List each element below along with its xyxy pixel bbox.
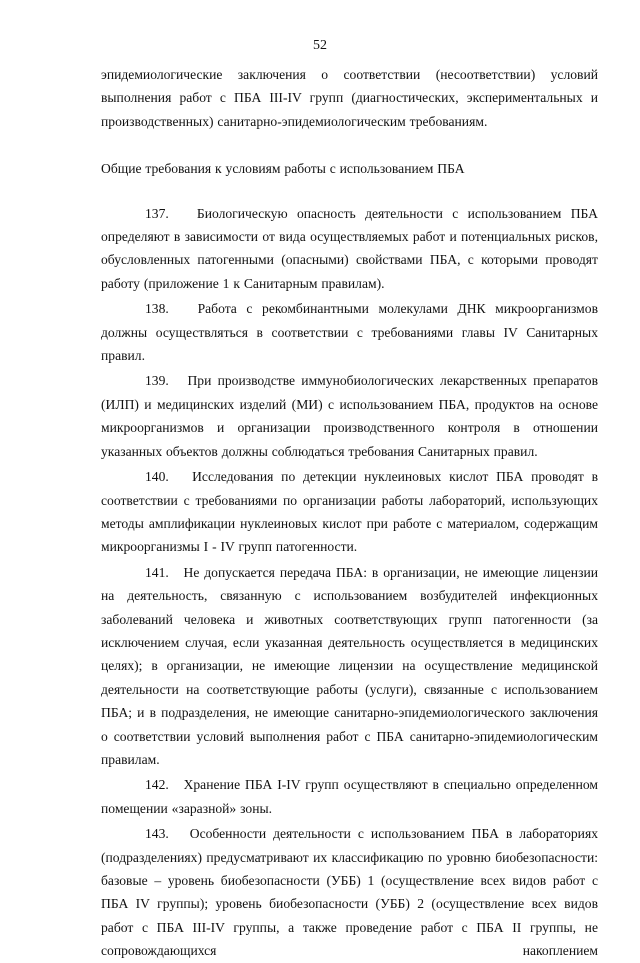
paragraph-text: Исследования по детекции нуклеиновых кислот ПБА проводят в соответствии с требованиями по организации работы лабораторий, использующих методы амплификации нуклеиновых кислот при работе с материалом, содержащим микроорганизмы I - IV групп патогенности. [101,469,598,555]
document-body [101,63,598,963]
intro-paragraph: эпидемиологические заключения о соответствии (несоответствии) условий выполнения работ с ПБА III-IV групп (диагностических, экспериментальных и производственных) санитарно-эпидемиологическим требованиям. [101,67,598,129]
paragraph-text: Не допускается передача ПБА: в организации, не имеющие лицензии на деятельность, связанную с использованием возбудителей инфекционных заболеваний человека и животных соответствующих групп патогенности (за исключением случая, если указанная деятельность осуществляется в медицинских целях); в организации, не имеющие лицензии на осуществление медицинской деятельности на соответствующие работы (услуги), связанные с использованием ПБА; и в подразделения, не имеющие санитарно-эпидемиологического заключения о соответствии условий выполнения работ с ПБА санитарно-эпидемиологическим правилам. [101,564,598,767]
paragraph-number: 143. [145,826,169,842]
paragraph-141 [101,561,598,772]
paragraph-number: 140. [145,469,169,485]
paragraph-text: Биологическую опасность деятельности с использованием ПБА определяют в зависимости от вида осуществляемых работ и потенциальных рисков, обусловленных патогенными (опасными) свойствами ПБА, с которыми проводят работу (приложение 1 к Санитарным правилам). [101,205,598,291]
paragraph-text: При производстве иммунобиологических лекарственных препаратов (ИЛП) и медицинских изделий (МИ) с использованием ПБА, продуктов на основе микроорганизмов и организации производственного контроля в отношении указанных объектов должны соблюдаться требования Санитарных правил. [101,373,598,459]
paragraph-140 [101,465,598,559]
paragraph-number: 139. [145,373,169,389]
paragraph-143 [101,822,598,962]
paragraph-number: 137. [145,205,169,221]
page-number: 52 [313,38,327,53]
paragraph-number: 142. [145,777,169,793]
paragraph-number: 141. [145,564,169,580]
paragraph-137 [101,202,598,296]
paragraph-number: 138. [145,301,169,317]
paragraph-text: Работа с рекомбинантными молекулами ДНК микроорганизмов должны осуществляться в соответствии с требованиями главы IV Санитарных правил. [101,301,598,364]
section-heading: Общие требования к условиям работы с использованием ПБА [101,161,465,177]
paragraph-138 [101,297,598,367]
paragraph-text: Хранение ПБА I-IV групп осуществляют в специально определенном помещении «заразной» зоны. [101,777,598,816]
paragraph-142 [101,773,598,820]
paragraph-text: Особенности деятельности с использованием ПБА в лабораториях (подразделениях) предусматривают их классификацию по уровню биобезопасности: базовые – уровень биобезопасности (УББ) 1 (осуществление всех видов работ с ПБА IV группы); уровень биобезопасности (УББ) 2 (осуществление всех видов работ с ПБА III-IV группы, а также проведение работ с ПБА II группы, не сопровождающихся накоплением [101,826,598,959]
paragraph-139 [101,369,598,463]
